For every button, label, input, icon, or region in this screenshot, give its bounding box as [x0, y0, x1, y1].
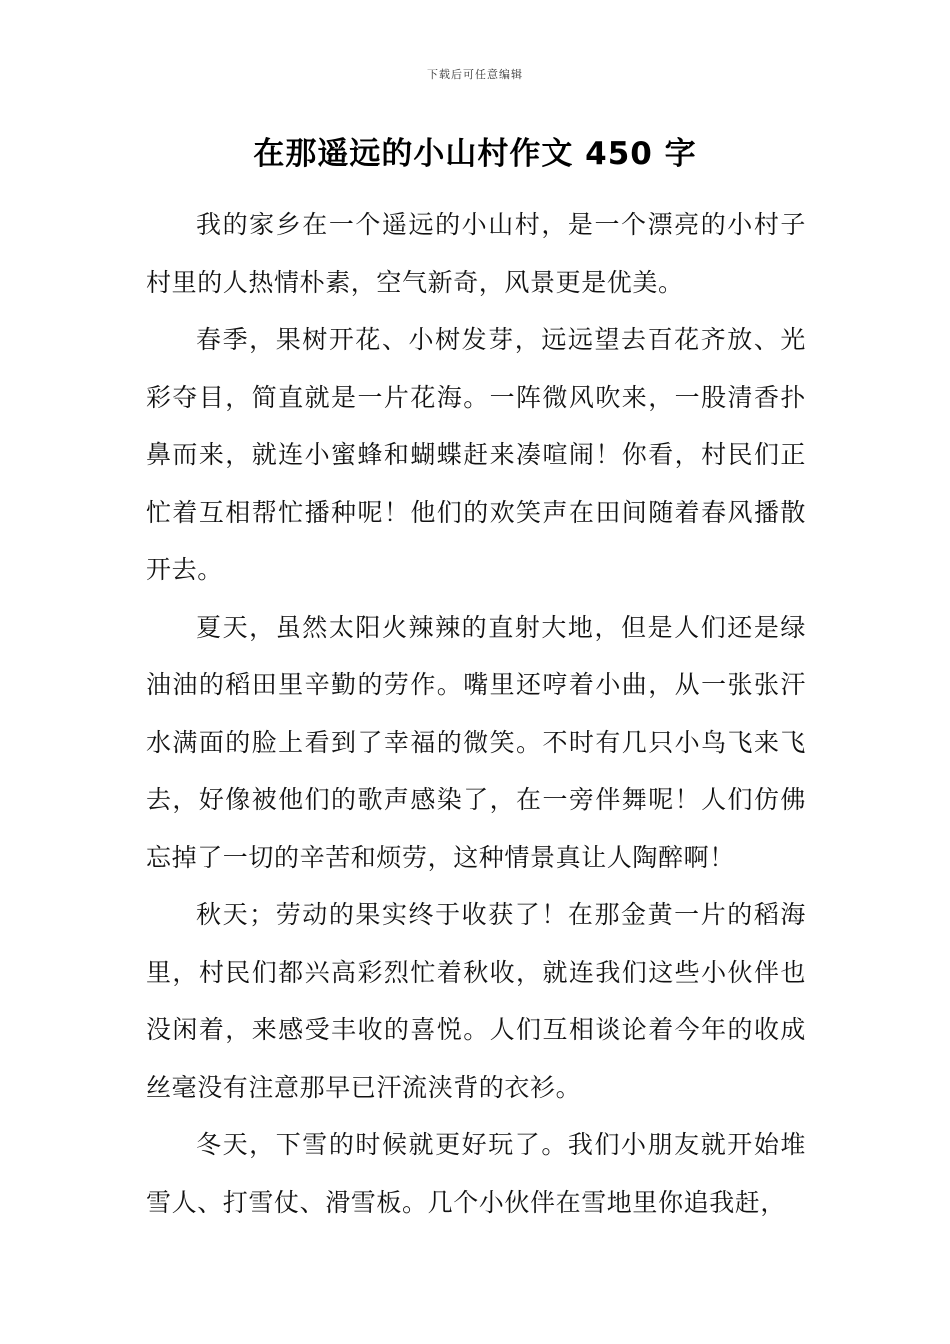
paragraph-autumn: 秋天；劳动的果实终于收获了！在那金黄一片的稻海里，村民们都兴高彩烈忙着秋收，就连我们这些小伙伴也没闲着，来感受丰收的喜悦。人们互相谈论着今年的收成丝毫没有注意那早已汗流浃背的衣衫。	[146, 900, 806, 1102]
paragraph-winter: 冬天，下雪的时候就更好玩了。我们小朋友就开始堆雪人、打雪仗、滑雪板。几个小伙伴在雪地里你追我赶，	[146, 1130, 806, 1217]
essay-title: 在那遥远的小山村作文 450 字	[253, 136, 697, 172]
paragraph-summer: 夏天，虽然太阳火辣辣的直射大地，但是人们还是绿油油的稻田里辛勤的劳作。嘴里还哼着小曲，从一张张汗水满面的脸上看到了幸福的微笑。不时有几只小鸟飞来飞去，好像被他们的歌声感染了，在一旁伴舞呢！人们仿佛忘掉了一切的辛苦和烦劳，这种情景真让人陶醉啊！	[146, 612, 806, 872]
header-note: 下载后可任意编辑	[427, 68, 523, 81]
essay-body	[146, 196, 806, 1231]
paragraph-intro: 我的家乡在一个遥远的小山村，是一个漂亮的小村子村里的人热情朴素，空气新奇，风景更是优美。	[146, 210, 806, 297]
paragraph-spring: 春季，果树开花、小树发芽，远远望去百花齐放、光彩夺目，简直就是一片花海。一阵微风吹来，一股清香扑鼻而来，就连小蜜蜂和蝴蝶赶来凑喧闹！你看，村民们正忙着互相帮忙播种呢！他们的欢笑声在田间随着春风播散开去。	[146, 325, 806, 584]
